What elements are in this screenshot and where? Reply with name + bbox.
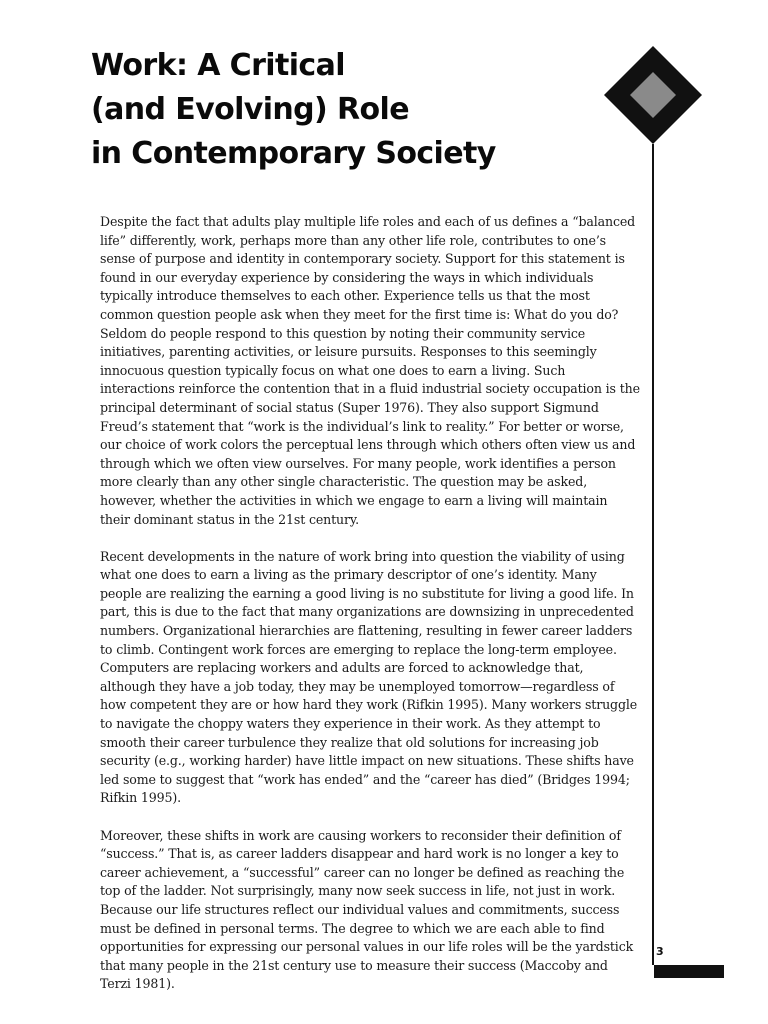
- page-number: 3: [656, 945, 664, 958]
- footer-bar: [654, 965, 724, 978]
- title-line-1: Work: A Critical: [91, 48, 345, 83]
- article-body: [100, 213, 640, 1013]
- paragraph-2: Recent developments in the nature of work bring into question the viability of using what one does to earn a living as the primary descriptor of one’s identity. Many people are realizing the earning a good living is no substitute for living a good life. In part, this is due to the fact that many organizations are downsizing in unprecedented numbers. Organizational hierarchies are flattening, resulting in fewer career ladders to climb. Contingent work forces are emerging to replace the long-term employee. Computers are replacing workers and adults are forced to acknowledge that, although they have a job today, they may be unemployed tomorrow—regardless of how competent they are or how hard they work (Rifkin 1995). Many workers struggle to navigate the choppy waters they experience in their work. As they attempt to smooth their career turbulence they realize that old solutions for increasing job security (e.g., working harder) have little impact on new situations. These shifts have led some to suggest that “work has ended” and the “career has died” (Bridges 1994; Rifkin 1995).: [100, 548, 638, 806]
- paragraph-1: Despite the fact that adults play multiple life roles and each of us defines a “balanced life” differently, work, perhaps more than any other life role, contributes to one’s sense of purpose and identity in contemporary society. Support for this statement is found in our everyday experience by considering the ways in which individuals typically introduce themselves to each other. Experience tells us that the most common question people ask when they meet for the first time is: What do you do? Seldom do people respond to this question by noting their community service initiatives, parenting activities, or leisure pursuits. Responses to this seemingly innocuous question typically focus on what one does to earn a living. Such interactions reinforce the contention that in a fluid industrial society occupation is the principal determinant of social status (Super 1976). They also support Sigmund Freud’s statement that “work is the individual’s link to reality.” For better or worse, our choice of work colors the perceptual lens through which others often view us and through which we often view ourselves. For many people, work identifies a person more clearly than any other single characteristic. The question may be asked, however, whether the activities in which we engage to earn a living will maintain their dominant status in the 21st century.: [100, 214, 640, 527]
- diamond-ornament-icon: [604, 46, 702, 144]
- paragraph-3: Moreover, these shifts in work are causing workers to reconsider their definition of “success.” That is, as career ladders disappear and hard work is no longer a key to career achievement, a “successful” career can no longer be defined as reaching the top of the ladder. Not surprisingly, many now seek success in life, not just in work. Because our life structures reflect our individual values and commitments, success must be defined in personal terms. The degree to which we are each able to find opportunities for expressing our personal values in our life roles will be the yardstick that many people in the 21st century use to measure their success (Maccoby and Terzi 1981).: [100, 827, 634, 992]
- margin-rule: [652, 144, 654, 965]
- title-line-2: (and Evolving) Role: [91, 92, 409, 127]
- title-line-3: in Contemporary Society: [91, 136, 496, 171]
- page-title: [91, 44, 571, 176]
